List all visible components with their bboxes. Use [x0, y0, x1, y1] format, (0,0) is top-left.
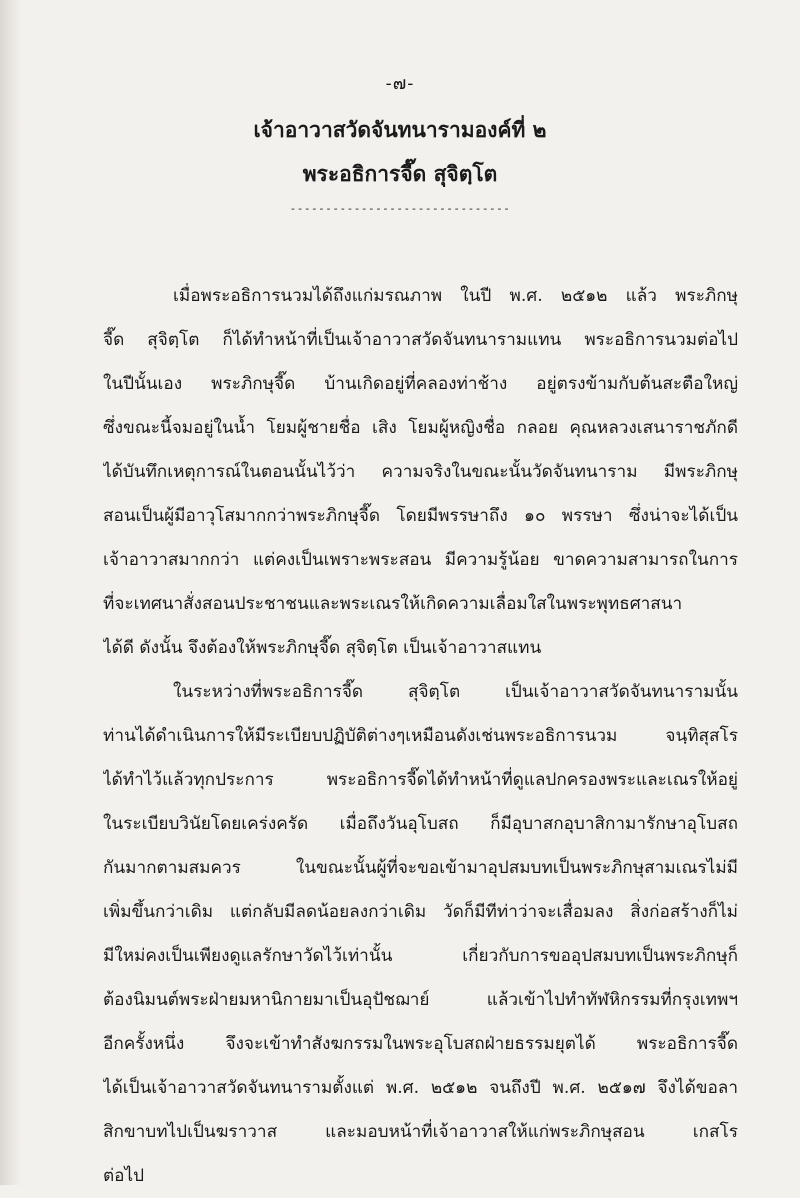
- paragraph-line: ต้องนิมนต์พระฝ่ายมหานิกายมาเป็นอุปัชฌาย์ แล้วเข้าไปทำทัฬหิกรรมที่กรุงเทพฯ: [103, 990, 738, 1010]
- title-separator: -------------------------------: [289, 202, 511, 215]
- paragraph-line: สิกขาบทไปเป็นฆราวาส และมอบหน้าที่เจ้าอาวาสให้แก่พระภิกษุสอน เกสโร: [103, 1122, 738, 1142]
- paragraph-line: ต่อไป: [103, 1166, 145, 1186]
- paragraph-line: ได้ดี ดังนั้น จึงต้องให้พระภิกษุจี๊ด สุจิตฺโต เป็นเจ้าอาวาสแทน: [103, 638, 542, 658]
- paragraph-line: ได้ทำไว้แล้วทุกประการ พระอธิการจี๊ดได้ทำหน้าที่ดูแลปกครองพระและเณรให้อยู่: [103, 770, 738, 790]
- paragraph-line: เพิ่มขึ้นกว่าเดิม แต่กลับมีลดน้อยลงกว่าเดิม วัดก็มีทีท่าว่าจะเสื่อมลง สิ่งก่อสร้างก็ไม่: [103, 902, 738, 922]
- paragraph-line: อีกครั้งหนึ่ง จึงจะเข้าทำสังฆกรรมในพระอุโบสถฝ่ายธรรมยุตได้ พระอธิการจี๊ด: [103, 1034, 738, 1054]
- paragraph-line: ในระเบียบวินัยโดยเคร่งครัด เมื่อถึงวันอุโบสถ ก็มีอุบาสกอุบาสิกามารักษาอุโบสถ: [103, 814, 738, 834]
- paragraph-line: ที่จะเทศนาสั่งสอนประชาชนและพระเณรให้เกิดความเลื่อมใสในพระพุทธศาสนา: [103, 594, 683, 614]
- paragraph-line: มีใหม่คงเป็นเพียงดูแลรักษาวัดไว้เท่านั้น เกี่ยวกับการขออุปสมบทเป็นพระภิกษุก็: [103, 946, 738, 966]
- paragraph-line: กันมากตามสมควร ในขณะนั้นผู้ที่จะขอเข้ามาอุปสมบทเป็นพระภิกษุสามเณรไม่มี: [103, 858, 738, 878]
- chapter-subtitle: พระอธิการจี๊ด สุจิตฺโต: [302, 161, 498, 186]
- paragraph-line: จี๊ด สุจิตฺโต ก็ได้ทำหน้าที่เป็นเจ้าอาวาสวัดจันทนารามแทน พระอธิการนวมต่อไป: [103, 330, 738, 350]
- paragraph-line: ในระหว่างที่พระอธิการจี๊ด สุจิตฺโต เป็นเจ้าอาวาสวัดจันทนารามนั้น: [173, 682, 738, 702]
- paragraph-line: ท่านได้ดำเนินการให้มีระเบียบปฏิบัติต่างๆเหมือนดังเช่นพระอธิการนวม จนฺทิสุสโร: [103, 726, 738, 746]
- paragraph-line: ได้บันทึกเหตุการณ์ในตอนนั้นไว้ว่า ความจริงในขณะนั้นวัดจันทนาราม มีพระภิกษุ: [103, 462, 738, 482]
- page-number: -๗-: [385, 73, 415, 94]
- paragraph-line: ซึ่งขณะนี้จมอยู่ในน้ำ โยมผู้ชายชื่อ เสิง โยมผู้หญิงชื่อ กลอย คุณหลวงเสนาราชภักดี: [103, 418, 738, 438]
- paragraph-line: เจ้าอาวาสมากกว่า แต่คงเป็นเพราะพระสอน มีความรู้น้อย ขาดความสามารถในการ: [103, 550, 738, 570]
- paragraph-line: ในปีนั้นเอง พระภิกษุจี๊ด บ้านเกิดอยู่ที่คลองท่าช้าง อยู่ตรงข้ามกับต้นสะตือใหญ่: [103, 374, 738, 394]
- paragraph-line: เมื่อพระอธิการนวมได้ถึงแก่มรณภาพ ในปี พ.ศ. ๒๕๑๒ แล้ว พระภิกษุ: [173, 286, 738, 306]
- paragraph-line: ได้เป็นเจ้าอาวาสวัดจันทนารามตั้งแต่ พ.ศ. ๒๕๑๒ จนถึงปี พ.ศ. ๒๕๑๗ จึงได้ขอลา: [103, 1078, 738, 1098]
- paragraph-1: [103, 274, 738, 670]
- chapter-title: เจ้าอาวาสวัดจันทนารามองค์ที่ ๒: [253, 117, 547, 142]
- paragraph-line: สอนเป็นผู้มีอาวุโสมากกว่าพระภิกษุจี๊ด โดยมีพรรษาถึง ๑๐ พรรษา ซึ่งน่าจะได้เป็น: [103, 506, 738, 526]
- paragraph-2: [103, 670, 738, 1198]
